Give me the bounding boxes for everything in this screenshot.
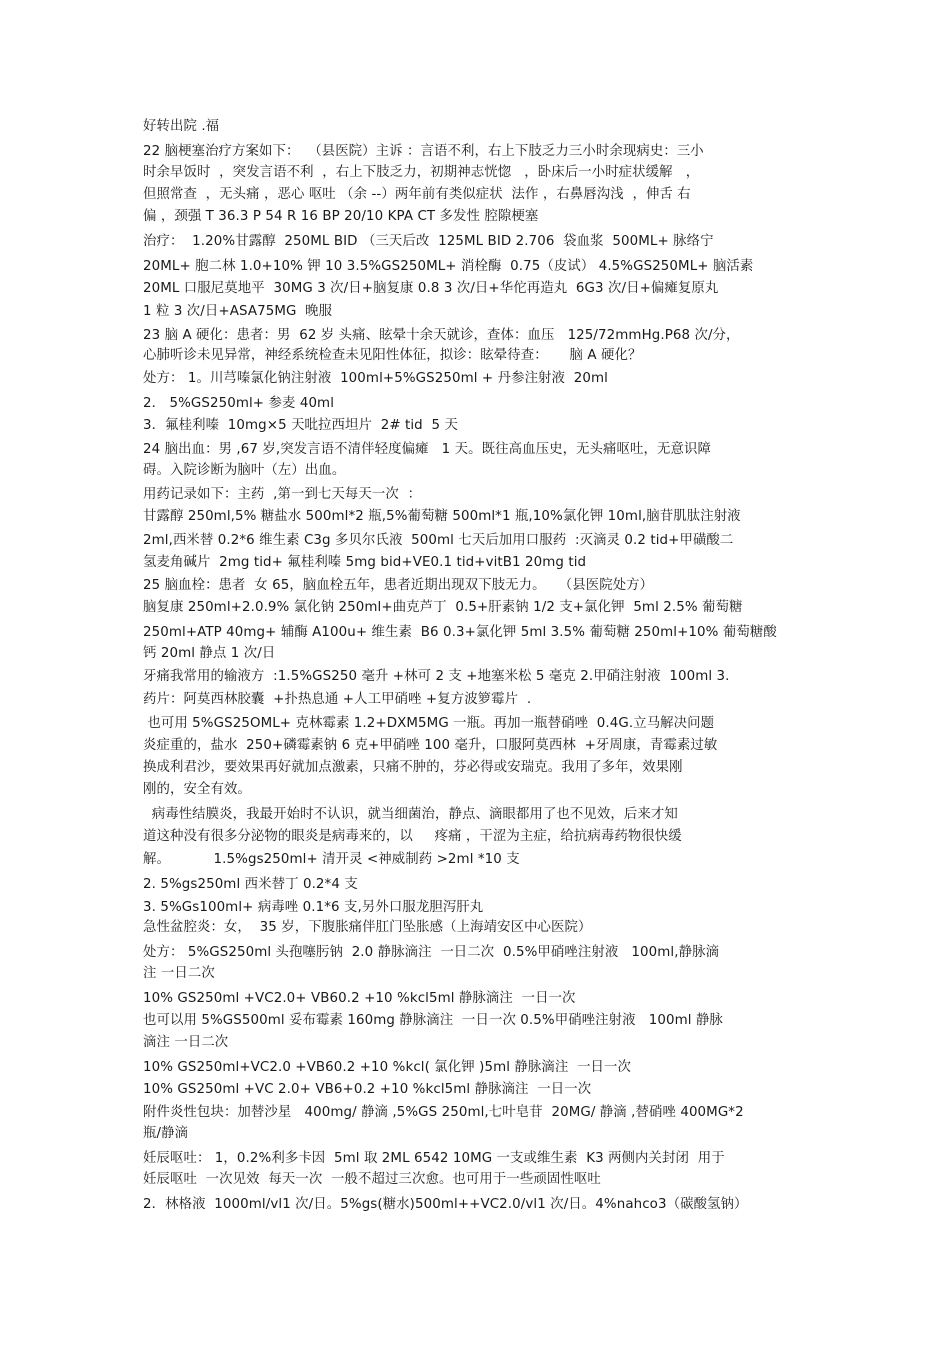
text-line: 23 脑 A 硬化：患者：男 62 岁 头痛、眩晕十余天就诊，查体：血压 125/72mmHg.P68 次/分， xyxy=(143,328,740,343)
text-line: 250ml+ATP 40mg+ 辅酶 A100u+ 维生素 B6 0.3+氯化钾 5ml 3.5% 葡萄糖 250ml+10% 葡萄糖酸 xyxy=(143,625,777,640)
text-line: 10% GS250ml+VC2.0 +VB60.2 +10 %kcl( 氯化钾 )5ml 静脉滴注 一日一次 xyxy=(143,1060,632,1075)
text-line: 10% GS250ml +VC 2.0+ VB6+0.2 +10 %kcl5ml 静脉滴注 一日一次 xyxy=(143,1082,592,1097)
text-line: 22 脑梗塞治疗方案如下： （县医院）主诉 ：言语不利，右上下肢乏力三小时余现病史：三小 xyxy=(143,144,704,159)
text-line: 3．氟桂利嗪 10mg×5 天吡拉西坦片 2# tid 5 天 xyxy=(143,418,458,433)
text-line: 附件炎性包块：加替沙星 400mg/ 静滴 ,5%GS 250ml,七叶皂苷 20MG/ 静滴 ,替硝唑 400MG*2 xyxy=(143,1105,744,1120)
text-line: 2．林格液 1000ml/vl1 次/日。5%gs(糖水)500ml++VC2.0/vl1 次/日。4%nahco3（碳酸氢钠） xyxy=(143,1197,748,1212)
text-line: 20ML 口服尼莫地平 30MG 3 次/日+脑复康 0.8 3 次/日+华佗再造丸 6G3 次/日+偏瘫复原丸 xyxy=(143,281,719,296)
text-line: 治疗： 1.20%甘露醇 250ML BID （三天后改 125ML BID 2.706 袋血浆 500ML+ 脉络宁 xyxy=(143,234,714,249)
text-line: 钙 20ml 静点 1 次/日 xyxy=(143,646,276,661)
text-line: 解。 1.5%gs250ml+ 清开灵 <神威制药 >2ml *10 支 xyxy=(143,852,520,867)
text-line: 2. 5%gs250ml 西米替丁 0.2*4 支 xyxy=(143,877,358,892)
text-line: 20ML+ 胞二林 1.0+10% 钾 10 3.5%GS250ML+ 消栓酶 0.75（皮试） 4.5%GS250ML+ 脑活素 xyxy=(143,259,754,274)
text-line: 但照常查 ，无头痛 ，恶心 呕吐 （余 --）两年前有类似症状 法作 ，右鼻唇沟浅 ，伸舌 右 xyxy=(143,187,691,202)
text-line: 2ml,西米替 0.2*6 维生素 C3g 多贝尔氏液 500ml 七天后加用口服药 :灭滴灵 0.2 tid+甲磺酸二 xyxy=(143,533,734,548)
text-line: 炎症重的，盐水 250+磷霉素钠 6 克+甲硝唑 100 毫升，口服阿莫西林 +牙周康，青霉素过敏 xyxy=(143,738,718,753)
text-line: 牙痛我常用的输液方 :1.5%GS250 毫升 +林可 2 支 +地塞米松 5 毫克 2.甲硝注射液 100ml 3. xyxy=(143,669,730,684)
text-line: 也可用 5%GS25OML+ 克林霉素 1.2+DXM5MG 一瓶。再加一瓶替硝唑 0.4G.立马解决问题 xyxy=(143,716,715,731)
text-line: 病毒性结膜炎，我最开始时不认识，就当细菌治，静点、滴眼都用了也不见效，后来才知 xyxy=(143,807,678,822)
text-line: 好转出院 .福 xyxy=(143,119,220,134)
text-line: 甘露醇 250ml,5% 糖盐水 500ml*2 瓶,5%葡萄糖 500ml*1 瓶,10%氯化钾 10ml,脑苷肌肽注射液 xyxy=(143,509,741,524)
text-line: 妊辰呕吐 一次见效 每天一次 一般不超过三次愈。也可用于一些顽固性呕吐 xyxy=(143,1172,601,1187)
text-line: 处方： 5%GS250ml 头孢噻肟钠 2.0 静脉滴注 一日二次 0.5%甲硝唑注射液 100ml,静脉滴 xyxy=(143,945,720,960)
text-line: 急性盆腔炎：女， 35 岁，下腹胀痛伴肛门坠胀感（上海靖安区中心医院） xyxy=(143,920,592,935)
text-line: 25 脑血栓：患者 女 65，脑血栓五年，患者近期出现双下肢无力。 （县医院处方） xyxy=(143,578,654,593)
text-line: 10% GS250ml +VC2.0+ VB60.2 +10 %kcl5ml 静脉滴注 一日一次 xyxy=(143,991,576,1006)
text-line: 注 一日二次 xyxy=(143,966,215,981)
text-line: 心肺听诊未见异常，神经系统检查未见阳性体征，拟诊：眩晕待查： 脑 A 硬化？ xyxy=(143,348,642,363)
text-line: 瓶/静滴 xyxy=(143,1126,189,1141)
text-line: 1 粒 3 次/日+ASA75MG 晚服 xyxy=(143,304,333,319)
text-line: 也可以用 5%GS500ml 妥布霉素 160mg 静脉滴注 一日一次 0.5%甲硝唑注射液 100ml 静脉 xyxy=(143,1013,723,1028)
text-line: 用药记录如下：主药 ,第一到七天每天一次 ： xyxy=(143,487,422,502)
text-line: 妊辰呕吐： 1，0.2%利多卡因 5ml 取 2ML 6542 10MG 一支或维生素 K3 两侧内关封闭 用于 xyxy=(143,1151,725,1166)
text-line: 刚的，安全有效。 xyxy=(143,782,251,797)
text-line: 药片：阿莫西林胶囊 +扑热息通 +人工甲硝唑 +复方波箩霉片 . xyxy=(143,692,532,707)
text-line: 偏 ，颈强 T 36.3 P 54 R 16 BP 20/10 KPA CT 多发性 腔隙梗塞 xyxy=(143,209,539,224)
text-line: 24 脑出血：男 ,67 岁,突发言语不清伴轻度偏瘫 1 天。既往高血压史，无头痛呕吐，无意识障 xyxy=(143,442,711,457)
text-line: 碍。入院诊断为脑叶（左）出血。 xyxy=(143,463,346,478)
text-line: 3. 5%Gs100ml+ 病毒唑 0.1*6 支,另外口服龙胆泻肝丸 xyxy=(143,900,484,915)
text-line: 脑复康 250ml+2.0.9% 氯化钠 250ml+曲克芦丁 0.5+肝素钠 1/2 支+氯化钾 5ml 2.5% 葡萄糖 xyxy=(143,600,743,615)
text-line: 换成利君沙，要效果再好就加点激素，只痛不肿的，芬必得或安瑞克。我用了多年，效果刚 xyxy=(143,760,683,775)
text-line: 道这种没有很多分泌物的眼炎是病毒来的，以 疼痛 ，干涩为主症，给抗病毒药物很快缓 xyxy=(143,829,682,844)
text-line: 2． 5%GS250ml+ 参麦 40ml xyxy=(143,396,335,411)
text-line: 时余早饭时 ，突发言语不利 ，右上下肢乏力，初期神志恍惚 ，卧床后一小时症状缓解 ， xyxy=(143,165,700,180)
text-line: 处方： 1。川芎嗪氯化钠注射液 100ml+5%GS250ml + 丹参注射液 20ml xyxy=(143,371,608,386)
text-line: 滴注 一日二次 xyxy=(143,1035,229,1050)
text-line: 氢麦角碱片 2mg tid+ 氟桂利嗪 5mg bid+VE0.1 tid+vitB1 20mg tid xyxy=(143,555,587,570)
